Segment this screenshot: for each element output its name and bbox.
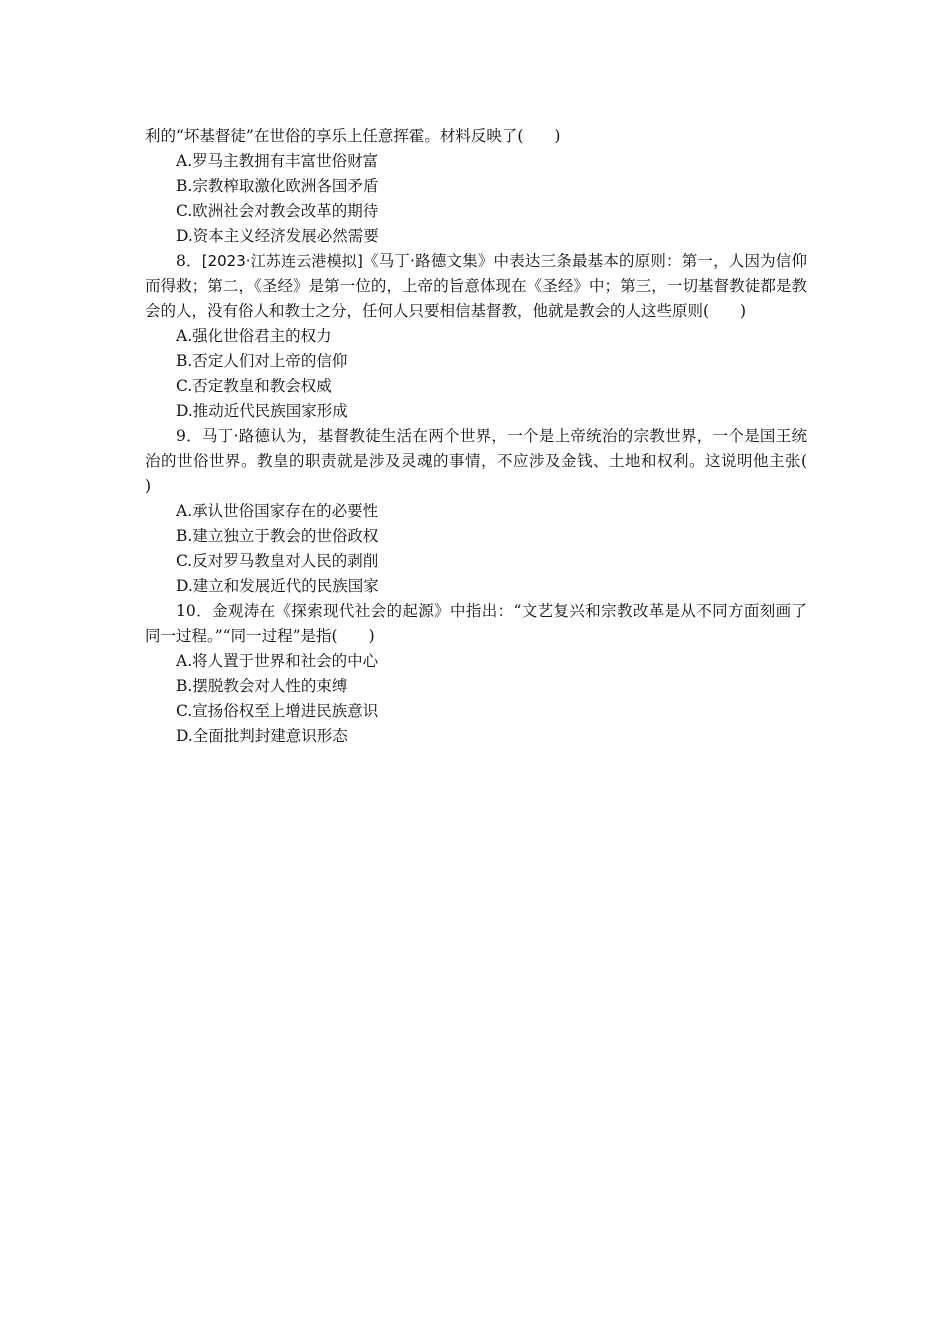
q9-option-a: A.承认世俗国家存在的必要性	[176, 502, 379, 520]
q10-option-a: A.将人置于世界和社会的中心	[176, 652, 379, 670]
q7-option-a: A.罗马主教拥有丰富世俗财富	[176, 152, 379, 170]
q9-stem-text: 马丁·路德认为，基督教徒生活在两个世界，一个是上帝统治的宗教世界，一个是国王统治的世俗世界。教皇的职责就是涉及灵魂的事情，不应涉及金钱、土地和权利。这说明他主张( )	[145, 427, 839, 495]
q7-stem-continuation: 利的“坏基督徒”在世俗的享乐上任意挥霍。材料反映了( )	[145, 127, 561, 145]
q10-option-d: D.全面批判封建意识形态	[176, 727, 348, 745]
q8-source: [2023·江苏连云港模拟]	[201, 252, 363, 270]
q9-option-b: B.建立独立于教会的世俗政权	[176, 527, 379, 545]
q7-option-c: C.欧洲社会对教会改革的期待	[176, 202, 379, 220]
q8-option-d: D.推动近代民族国家形成	[176, 402, 348, 420]
q8-option-c: C.否定教皇和教会权威	[176, 377, 332, 395]
q9-option-d: D.建立和发展近代的民族国家	[176, 577, 379, 595]
q10-option-c: C.宣扬俗权至上增进民族意识	[176, 702, 379, 720]
q8-stem-text: 《马丁·路德文集》中表达三条最基本的原则：第一，人因为信仰而得救；第二，《圣经》是第一位的，上帝的旨意体现在《圣经》中；第三，一切基督教徒都是教会的人，没有俗人和教士之分，任何人只要相信基督教，他就是教会的人这些原则( )	[145, 252, 807, 320]
q8-option-a: A.强化世俗君主的权力	[176, 327, 332, 345]
q9-option-c: C.反对罗马教皇对人民的剥削	[176, 552, 379, 570]
q9-number: 9．	[176, 427, 202, 445]
q9-stem	[145, 424, 839, 499]
q10-option-b: B.摆脱教会对人性的束缚	[176, 677, 348, 695]
q7-option-d: D.资本主义经济发展必然需要	[176, 227, 379, 245]
q8-number: 8．	[176, 252, 202, 270]
q10-number: 10．	[176, 602, 212, 620]
q8-stem	[145, 249, 807, 324]
q7-option-b: B.宗教榨取激化欧洲各国矛盾	[176, 177, 379, 195]
q10-stem-text: 金观涛在《探索现代社会的起源》中指出：“文艺复兴和宗教改革是从不同方面刻画了同一过程。”“同一过程”是指( )	[145, 602, 807, 645]
q8-option-b: B.否定人们对上帝的信仰	[176, 352, 348, 370]
exam-page	[145, 124, 839, 749]
q10-stem	[145, 599, 807, 649]
